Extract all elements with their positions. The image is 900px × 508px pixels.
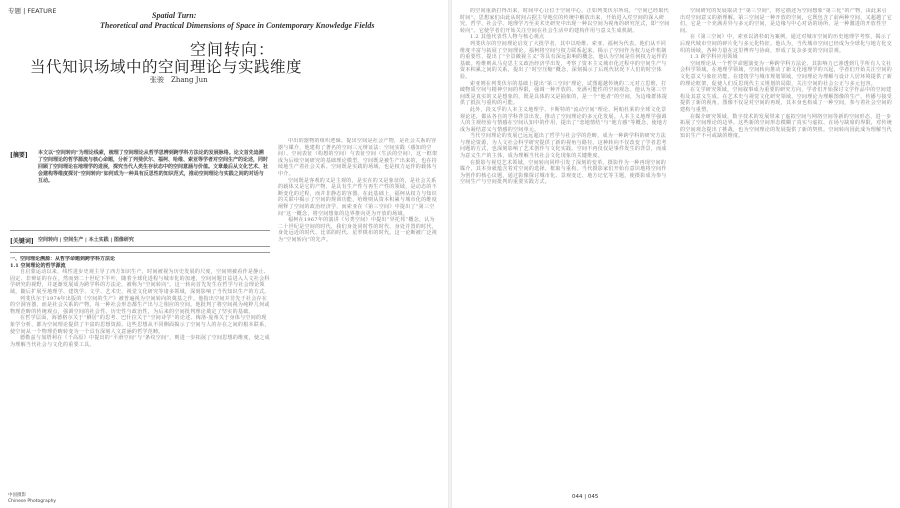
title-en-line2: Theoretical and Practical Dimensions of Space in Contemporary Knowledge Fields bbox=[100, 21, 375, 30]
subsection-heading-1-1: 1.1 空间理论的哲学源流 bbox=[10, 262, 66, 269]
title-chinese-line2: 当代知识场域中的空间理论与实践维度 bbox=[30, 58, 303, 76]
right-page bbox=[452, 0, 900, 508]
left-page-body: 一、空间理论溯源：从哲学命题到跨学科方法论 1.1 空间理论的哲学源流 自启蒙运动以来，线性进步史观主导了西方知识生产，时间被视为历史发展的尺度，空间则被看作是静止、固定、非辩证的存在。然而到二十世纪下半叶，随着全球化进程与城市化的加速，空间问题日益进入人文社会科学研究的视野，并逐渐发展成为跨学科的方法论，被称为“空间转向”。这一转向首先发生在哲学与社会理论领域，随后扩展至地理学、建筑学、文学、艺术史、视觉文化研究等诸多领域，深刻影响了当代知识生产的方式。 列斐伏尔于1974年出版的《空间的生产》被普遍视为空间转向的奠基之作。他指出空间并非先于社会存在的空洞容器，而是社会关系的产物，每一种社会形态都生产出与之相应的空间。他批判了将空间视为纯粹几何或物理范畴的传统观点，强调空间的社会性、历史性与政治性，为后来的空间批判理论奠定了坚实的基础。 在哲学层面，海德格尔关于“栖居”的思考、巴什拉关于“空间诗学”的论述、梅洛-庞蒂关于身体与空间的现象学分析，都为空间理论提供了丰富的思想资源。这些思想从不同侧面揭示了空间与人的存在之间的根本联系，使空间从一个物理范畴转变为一个具有深刻人文意涵的哲学范畴。 德勒兹与加塔利在《千高原》中提出的“平滑空间”与“条纹空间”，则进一步拓展了空间思想的维度，使之成为理解当代社会与文化的重要工具。 bbox=[10, 256, 270, 348]
abstract-text: 本文以“空间转向”为理论线索，梳理了空间理论从哲学思辨到跨学科方法论的发展脉络。论文首先追溯了空间理论的哲学源流与核心命题，分析了列斐伏尔、福柯、哈维、索亚等学者对空间生产的论述，同时回顾了空间理论在地理学的进展，探究当代人类生存状态中的空间意涵与价值。文章最后从文化艺术、社会建构等维度探讨“空间转向”如何成为一种具有反思性的知识范式，推动空间理论与实践之间的对话与互动。 bbox=[38, 150, 269, 184]
keywords-label: [关键词] bbox=[10, 238, 34, 245]
right-page-column-right: 空间研究的发展取决于“第三空间”，将它描述为空间想象“第三化”的产物，由此来引出对空间意义的新理解。第三空间是一种开放的空间，它既包含了前两种空间，又超越了它们，它是一个充满差异与多元的空间，是边缘与中心对话的场所，是一种激进的开放性空间。 在《第三空间》中，索亚以洛杉矶为案例，通过对城市空间的历史地理学考察，揭示了后现代城市空间的碎片化与多元化特征。他认为，当代城市空间已经成为全球化与地方化交织的场域，各种力量在这里博弈与协商，形成了复杂多变的空间景观。 1.3 跨学科应用领域 空间理论从一个哲学命题演变为一种跨学科方法论，其影响力已渗透到几乎所有人文社会科学领域。在地理学领域，空间转向推动了新文化地理学的兴起，学者们开始关注空间的文化意义与象征功能。在建筑学与城市规划领域，空间理论为理解与设计人居环境提供了新的理论框架，促使人们反思现代主义规划的局限，关注空间的社会公正与多元包容。 在文学研究领域，空间叙事成为重要的研究方向，学者们开始探讨文学作品中的空间建构及其意义生成。在艺术史与视觉文化研究领域，空间理论为理解图像的生产、传播与接受提供了新的视角。图像不仅是对空间的再现，其本身也构成了一种空间，参与着社会空间的建构与重塑。 在媒介研究领域，数字技术的发展带来了虚拟空间与网络空间等新的空间形态，进一步拓展了空间理论的边界。这些新的空间形态模糊了真实与虚拟、在场与缺席的界限，对传统的空间观念提出了挑战，也为空间理论的发展提供了新的契机。空间转向因此成为理解当代知识生产不可或缺的维度。 bbox=[680, 8, 892, 140]
section-tag: 专题 | FEATURE bbox=[8, 7, 57, 15]
left-page-column-right: 中出的器物的组织逻辑。提出空间是社会产物，是社会关系的容器与媒介，他建构了著名的空间三元辩证法：空间实践（感知的空间）、空间表征（构想的空间）与表征空间（生活的空间），这一框架成为后续空间研究的基础理论模型。空间既是被生产出来的，也在持续地生产着社会关系。空间既是实践的场域，也是权力运作的载体与中介。 空间既是客观的又是主观的，是实在的又是象征的，是社会关系的载体又是它的产物，是具有生产性与再生产性的领域，是动态的不断变化的过程，而并非静态的容器。在此基础上，福柯从权力与知识的关联中揭示了空间的规训功能，哈维则从资本积累与城市化的维度阐释了空间的政治经济学，而索亚在《第三空间》中提出了“第三空间”这一概念，将空间想象的边界推向更为开放的场域。 福柯在1967年的演讲《另类空间》中提出“异托邦”概念，认为二十世纪是空间的时代，我们身处同时性的时代，身处并置的时代，身处远近的时代、比邻的时代、星罗棋布的时代。这一论断被广泛视为“空间转向”的先声。 bbox=[278, 138, 438, 243]
keyword-rule-top bbox=[10, 230, 270, 231]
magazine-name-en: Chinese Photography bbox=[8, 498, 57, 504]
title-english bbox=[100, 11, 440, 31]
keywords-text: 空间转向 | 空间生产 | 本土实践 | 图像研究 bbox=[38, 237, 134, 243]
magazine-name-zh: 中国摄影 bbox=[8, 493, 26, 498]
keyword-rule-bottom bbox=[10, 246, 270, 247]
section-heading-1: 一、空间理论溯源：从哲学命题到跨学科方法论 bbox=[10, 256, 116, 262]
author: 张骏 Zhang Jun bbox=[150, 76, 208, 84]
page-numbers: 044 | 045 bbox=[572, 494, 599, 500]
abstract-label: [摘要] bbox=[10, 152, 28, 159]
magazine-footer bbox=[8, 493, 56, 504]
section-rule bbox=[10, 252, 270, 253]
title-en-line1: Spatial Turn: bbox=[152, 11, 197, 20]
right-page-column-left: 的空间重新打得出来，时间中心让位于空间中心。正如列斐伏尔所说，“空间已经取代时间”。思想家们由此从时间占据主导地位的传统中解放出来，开始进入对空间的深入研究。哲学、社会学、地理学乃至美术史研究中出现一种以空间为视角的研究范式，即“空间转向”。它使学者们开始关注空间在社会生活中的建构作用与意义生成机制。 1.2 其他代表性人物与核心观点 列斐伏尔的空间理论启发了大批学者，其中以哈维、索亚、福柯为代表。他们从不同维度丰富与拓展了空间理论。福柯将空间与权力联系起来，揭示了空间作为权力运作机制的重要性，提出了“全景敞视主义”等具有深远影响的概念，他认为空间是任何权力运作的基础。哈维则从马克思主义政治经济学出发，考察了资本主义城市化过程中的空间生产与资本积累之间的关系，提出了“时空压缩”概念，深刻揭示了后现代状况下人们的时空体验。 索亚则在列斐伏尔的基础上提出“第三空间”理论，试图超越传统的二元对立思维，打破物质空间与精神空间的界限，强调一种开放的、充满可能性的空间观念。他认为第三空间既是真实的又是想象的，既是具体的又是抽象的，是一个“他者”的空间，为边缘群体提供了抵抗与重构的可能。 此外，段义孚的人本主义地理学、卡斯特的“流动空间”理论、阿帕杜莱的全球文化景观论述，都从各自的学科背景出发，推动了空间理论的多元化发展。人本主义地理学强调人的主观经验与情感在空间认知中的作用，提出了“恋地情结”与“地方感”等概念，使地方成为凝结意义与情感的空间单元。 当代空间理论的发展已远远超出了哲学与社会学的范畴，成为一种跨学科的研究方法与理论资源，为人文社会科学研究提供了新的视角与路径。这种转向不仅改变了学者思考问题的方式，也深刻影响了艺术创作与文化实践。空间不再仅仅是事件发生的背景，而成为意义生产的主体，成为理解当代社会文化现象的关键维度。 在摄影与视觉艺术领域，空间转向同样引发了深刻的变革。摄影作为一种再现空间的媒介，其本身就蕴含着对空间的选择、框取与重构。当代摄影家们开始有意识地将空间作为创作的核心议题，通过影像探讨城市化、景观变迁、地方记忆等主题，使摄影成为参与空间生产与空间批判的重要实践方式。 bbox=[460, 8, 670, 186]
left-page bbox=[0, 0, 448, 508]
title-chinese-line1: 空间转向： bbox=[190, 40, 276, 59]
